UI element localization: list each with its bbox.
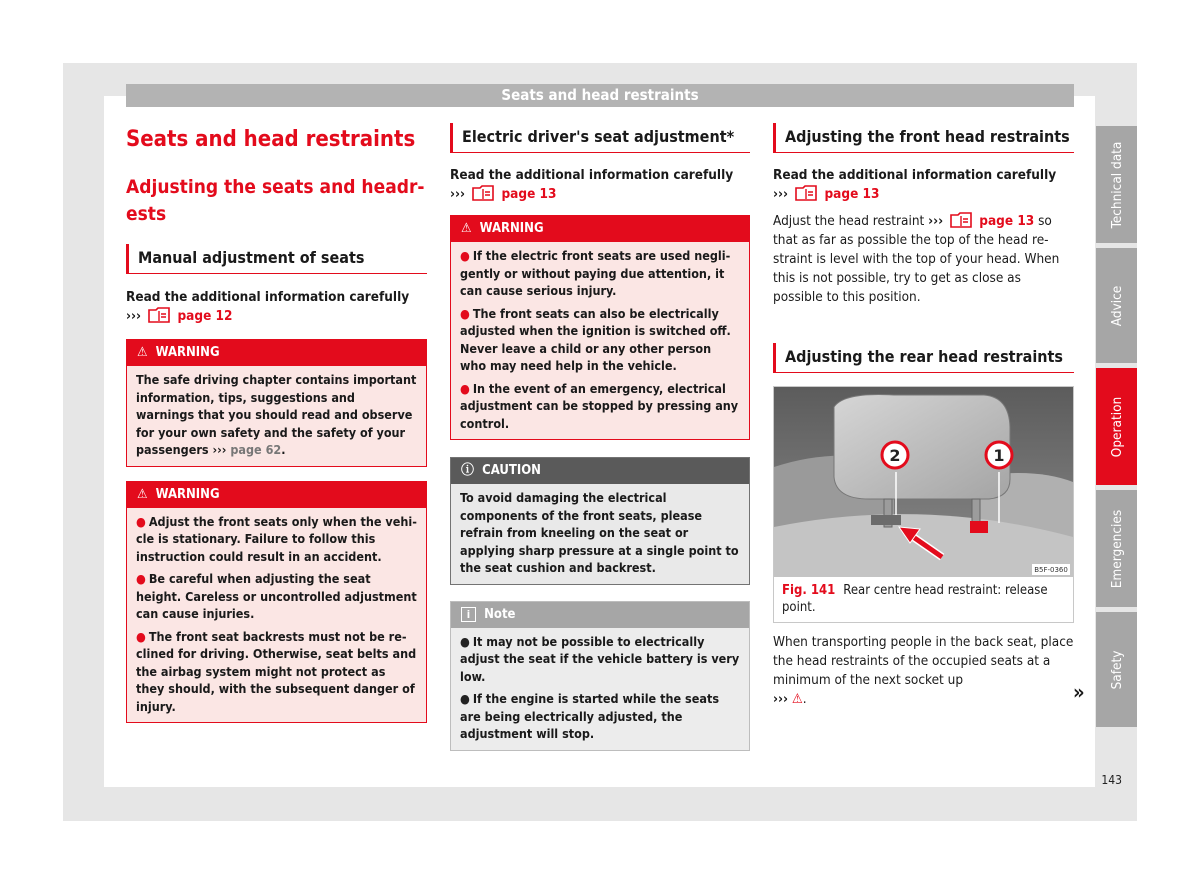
book-ref-icon (147, 307, 171, 323)
warning-box: ⚠ WARNING The safe driving chapter contains important information, tips, suggestions and warnings that you should read and observe for your own safety and the safety of your passengers ››› page 62. (126, 339, 427, 467)
page-reference-link[interactable]: page 62 (230, 442, 282, 457)
paragraph: When transporting people in the back seat, place the head restraints of the occupied seats at a minimum of the next socket up ››› ⚠. (773, 634, 1074, 707)
subsection-heading: Adjusting the front head restraints (773, 123, 1074, 153)
column-1 (126, 120, 427, 723)
subsection-heading: Adjusting the rear head restraints (773, 343, 1074, 373)
read-info: Read the additional information carefully ››› page 13 (450, 167, 734, 202)
column-2 (450, 120, 750, 751)
column-3 (773, 120, 1074, 709)
callout-2: 2 (889, 446, 901, 465)
page-reference-link[interactable]: page 12 (145, 308, 232, 324)
warning-ref-icon[interactable]: ⚠ (791, 691, 803, 707)
callout-1: 1 (993, 446, 1005, 465)
head-restraint-illustration (774, 387, 1073, 577)
chapter-title: Seats and head restraints (126, 127, 416, 152)
list-item: ● The front seats can also be electrically adjusted when the ignition is switched off. Never leave a child or any other person who may need help in the vehicle. (460, 305, 731, 373)
book-ref-icon (794, 185, 818, 201)
list-item: ● Be careful when adjusting the seat height. Careless or uncontrolled adjustment can cause injuries. (136, 571, 417, 621)
tab-safety[interactable]: Safety (1096, 612, 1137, 727)
list-item: ● In the event of an emergency, electrical adjustment can be stopped by pressing any control. (460, 380, 739, 431)
note-box: i Note ● It may not be possible to electrically adjust the seat if the vehicle battery is very low. ● If the engine is started while the seats are being electrically adjusted, the adjustment will stop. (450, 601, 750, 751)
read-info: Read the additional information carefully ››› page 13 (773, 167, 1057, 202)
subsection-heading: Electric driver's seat adjustment* (450, 123, 750, 153)
read-info: Read the additional information carefully ››› page 12 (126, 289, 410, 324)
page-reference-link[interactable]: page 13 (792, 186, 879, 202)
list-item: ● The front seat backrests must not be reclined for driving. Otherwise, seat belts and the airbag system might not protect as they should, with the subsequent danger of injury. (136, 628, 417, 714)
list-item: ● Adjust the front seats only when the vehicle is stationary. Failure to follow this instruction could result in an accident. (136, 513, 417, 564)
running-header: Seats and head restraints (126, 84, 1074, 107)
caution-box: ⓘ CAUTION To avoid damaging the electrical components of the front seats, please refrain from kneeling on the seat or applying sharp pressure at a single point to the seat cushion and backrest. (450, 457, 750, 585)
figure-code: B5F-0360 (1034, 566, 1068, 574)
list-item: ● If the engine is started while the seats are being electrically adjusted, the adjustment will stop. (460, 691, 720, 741)
tab-emergencies[interactable]: Emergencies (1096, 490, 1137, 607)
continue-marker: » (1073, 680, 1085, 704)
paragraph: Adjust the head restraint ››› page 13 so that as far as possible the top of the head restraint is level with the top of your head. When this is not possible, try to get as close as possible to this position. (773, 213, 1060, 305)
subsection-heading: Manual adjustment of seats (126, 244, 427, 274)
book-ref-icon (949, 212, 973, 228)
warning-box: ⚠ WARNING ● If the electric front seats are used negligently or without paying due attention, it can cause serious injury. ● The front seats can also be electrically adjusted when the ignition is switched off. Never leave a child or any other person who may need help in the vehicle. ● In the event of an emergency, electrical adjustment can be stopped by pressing any control. (450, 215, 750, 440)
page-reference-link[interactable]: page 13 (469, 186, 556, 202)
page-number: 143 (1101, 773, 1122, 787)
warning-icon: ⚠ (137, 345, 148, 360)
section-title: Adjusting the seats and headrests (126, 176, 425, 225)
tab-advice[interactable]: Advice (1096, 248, 1137, 363)
info-circle-icon: ⓘ (461, 463, 475, 478)
figure-caption: Fig. 141 Rear centre head restraint: release point. (782, 583, 1048, 615)
note-icon: i (461, 607, 476, 622)
list-item: ● If the electric front seats are used negligently or without paying due attention, it can cause serious injury. (460, 248, 731, 298)
tab-technical-data[interactable]: Technical data (1096, 126, 1137, 243)
page-reference-link[interactable]: page 13 (947, 213, 1034, 229)
warning-box: ⚠ WARNING ● Adjust the front seats only when the vehicle is stationary. Failure to follow this instruction could result in an accident. ● Be careful when adjusting the seat height. Careless or uncontrolled adjustment can cause injuries. ● The front seat backrests must not be reclined for driving. Otherwise, seat belts and the airbag system might not protect as they should, with the subsequent danger of injury. (126, 481, 427, 724)
book-ref-icon (471, 185, 495, 201)
list-item: ● It may not be possible to electrically adjust the seat if the vehicle battery is very low. (460, 633, 740, 684)
warning-icon: ⚠ (137, 486, 148, 502)
tab-operation[interactable]: Operation (1096, 368, 1137, 485)
figure (773, 386, 1074, 623)
warning-icon: ⚠ (461, 221, 472, 236)
